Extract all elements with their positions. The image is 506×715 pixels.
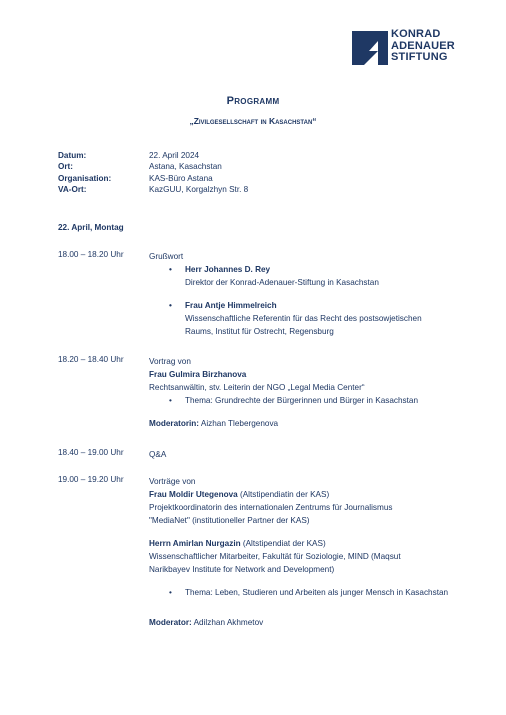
session-1-speaker-2-role-2: Raums, Institut für Ostrecht, Regensburg — [185, 327, 334, 336]
event-meta — [58, 150, 248, 195]
session-2-heading: Vortrag von — [149, 357, 191, 366]
session-4-speaker-2-role-2: Narikbayev Institute for Network and Development) — [149, 565, 335, 574]
meta-row-place — [58, 161, 248, 172]
session-1-heading: Grußwort — [149, 252, 184, 261]
kas-logo — [352, 29, 472, 65]
session-4-topic: • Thema: Leben, Studieren und Arbeiten als junger Mensch in Kasachstan — [149, 586, 479, 599]
meta-value: 22. April 2024 — [149, 151, 200, 160]
session-2-time: 18.20 – 18.40 Uhr — [58, 355, 124, 364]
meta-value: KazGUU, Korgalzhyn Str. 8 — [149, 184, 249, 194]
session-4-content — [149, 475, 479, 629]
session-3-heading: Q&A — [149, 450, 167, 459]
session-2-content — [149, 355, 479, 430]
meta-value: KAS-Büro Astana — [149, 173, 213, 183]
session-1-speaker-1-role: Direktor der Konrad-Adenauer-Stiftung in Kasachstan — [185, 278, 379, 287]
session-4-speaker-2-line — [149, 537, 479, 550]
session-4-speaker-2-note: (Altstipendiat der KAS) — [240, 539, 326, 548]
session-1-speaker-2-role-1: Wissenschaftliche Referentin für das Recht des postsowjetischen — [185, 314, 422, 323]
session-2-speaker-role: Rechtsanwältin, stv. Leiterin der NGO „Legal Media Center“ — [149, 383, 365, 392]
meta-label: Datum: — [58, 151, 87, 160]
logo-line-1: KONRAD — [391, 28, 441, 40]
moderator-label: Moderator: — [149, 618, 192, 627]
page-subtitle: „Zivilgesellschaft in Kasachstan“ — [189, 116, 317, 126]
moderator-name: Adilzhan Akhmetov — [191, 618, 264, 627]
meta-label: Organisation: — [58, 173, 112, 183]
moderator-label: Moderatorin: — [149, 419, 200, 428]
session-4-moderator — [149, 616, 479, 629]
meta-row-venue — [58, 184, 248, 195]
day-heading: 22. April, Montag — [58, 223, 124, 232]
meta-label: Ort: — [58, 162, 74, 172]
logo-line-3: STIFTUNG — [391, 51, 448, 63]
session-4-speaker-2-name: Herrn Amirlan Nurgazin — [149, 539, 241, 548]
moderator-name: Aizhan Tlebergenova — [199, 419, 279, 428]
meta-label: VA-Ort: — [58, 184, 87, 194]
session-2-speaker-name: Frau Gulmira Birzhanova — [149, 370, 247, 379]
kas-logo-mark-icon — [352, 31, 388, 65]
meta-row-organisation — [58, 173, 248, 184]
session-4-speaker-1-name: Frau Moldir Utegenova — [149, 490, 238, 499]
session-4-time: 19.00 – 19.20 Uhr — [58, 475, 124, 484]
session-4-speaker-2-role-1: Wissenschaftlicher Mitarbeiter, Fakultät für Soziologie, MIND (Maqsut — [149, 552, 401, 561]
session-4-speaker-1-role-1: Projektkoordinatorin des internationalen Zentrums für Journalismus — [149, 503, 393, 512]
session-3-content — [149, 448, 479, 461]
session-1-content — [149, 250, 479, 338]
session-3-time: 18.40 – 19.00 Uhr — [58, 448, 124, 457]
page-title: Programm — [226, 95, 280, 107]
logo-line-2: ADENAUER — [391, 39, 455, 52]
kas-logo-wordmark — [391, 29, 455, 64]
meta-value: Astana, Kasachstan — [149, 162, 222, 172]
session-1-speaker-1-name: • Herr Johannes D. Rey — [149, 263, 479, 276]
session-4-speaker-1-line — [149, 488, 479, 501]
session-4-speaker-1-note: (Altstipendiatin der KAS) — [237, 490, 330, 499]
session-1-speaker-2-name: • Frau Antje Himmelreich — [149, 299, 479, 312]
session-2-topic: • Thema: Grundrechte der Bürgerinnen und Bürger in Kasachstan — [149, 394, 479, 407]
session-4-speaker-1-role-2: "MediaNet" (institutioneller Partner der KAS) — [149, 516, 310, 525]
session-2-moderator — [149, 417, 479, 430]
meta-row-date — [58, 150, 248, 161]
session-4-heading: Vorträge von — [149, 477, 196, 486]
session-1-time: 18.00 – 18.20 Uhr — [58, 250, 124, 259]
